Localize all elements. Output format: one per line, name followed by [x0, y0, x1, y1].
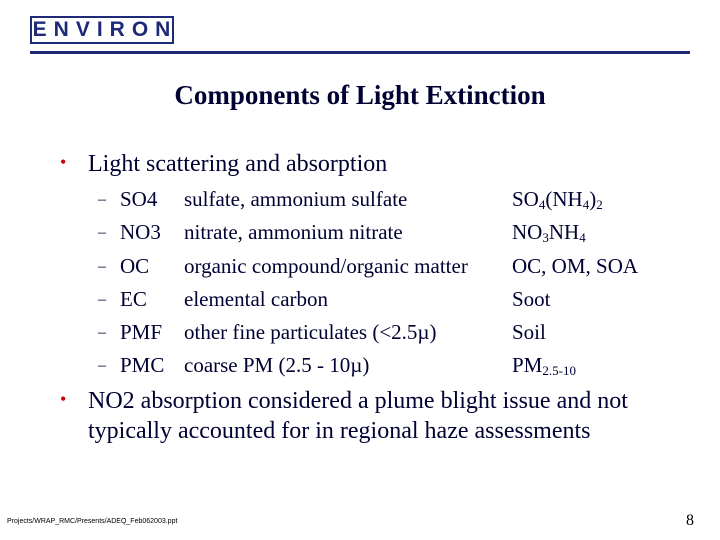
- environ-logo: ENVIRON: [30, 16, 174, 44]
- component-code: NO3: [120, 220, 161, 244]
- component-formula: Soil: [512, 320, 546, 344]
- component-code: OC: [120, 254, 150, 278]
- component-code: PMC: [120, 353, 165, 377]
- dash-marker: –: [98, 258, 106, 275]
- footer-file-path: Projects/WRAP_RMC/Presents/ADEQ_Feb062003.ppt: [7, 518, 178, 525]
- bullet-dot-icon: •: [60, 152, 67, 172]
- slide-title: Components of Light Extinction: [174, 80, 546, 110]
- component-formula: $NO_3NH_4$: [512, 220, 586, 245]
- page-number: 8: [686, 512, 694, 529]
- component-description: organic compound/organic matter: [184, 254, 468, 278]
- dash-marker: –: [98, 224, 106, 241]
- component-formula: $SO_4(NH_4)_2$: [512, 187, 603, 212]
- bullet-dot-icon: •: [60, 389, 67, 409]
- bullet-text: Light scattering and absorption: [88, 151, 388, 177]
- component-description: coarse PM (2.5 - 10µ): [184, 353, 370, 377]
- header-rule: [30, 51, 690, 54]
- component-description: nitrate, ammonium nitrate: [184, 220, 403, 244]
- component-formula: Soot: [512, 287, 551, 311]
- dash-marker: –: [98, 291, 106, 308]
- component-code: SO4: [120, 187, 158, 211]
- component-description: sulfate, ammonium sulfate: [184, 187, 408, 211]
- bullet-text: NO2 absorption considered a plume blight issue and not typically accounted for in regional haze assessments: [88, 388, 628, 444]
- component-formula: $PM_{2.5-10}$: [512, 353, 576, 378]
- dash-marker: –: [98, 357, 106, 374]
- dash-marker: –: [98, 191, 106, 208]
- component-formula: OC, OM, SOA: [512, 254, 639, 278]
- component-description: elemental carbon: [184, 287, 329, 311]
- component-code: EC: [120, 287, 147, 311]
- component-code: PMF: [120, 320, 163, 344]
- dash-marker: –: [98, 324, 106, 341]
- component-description: other fine particulates (<2.5µ): [184, 320, 437, 344]
